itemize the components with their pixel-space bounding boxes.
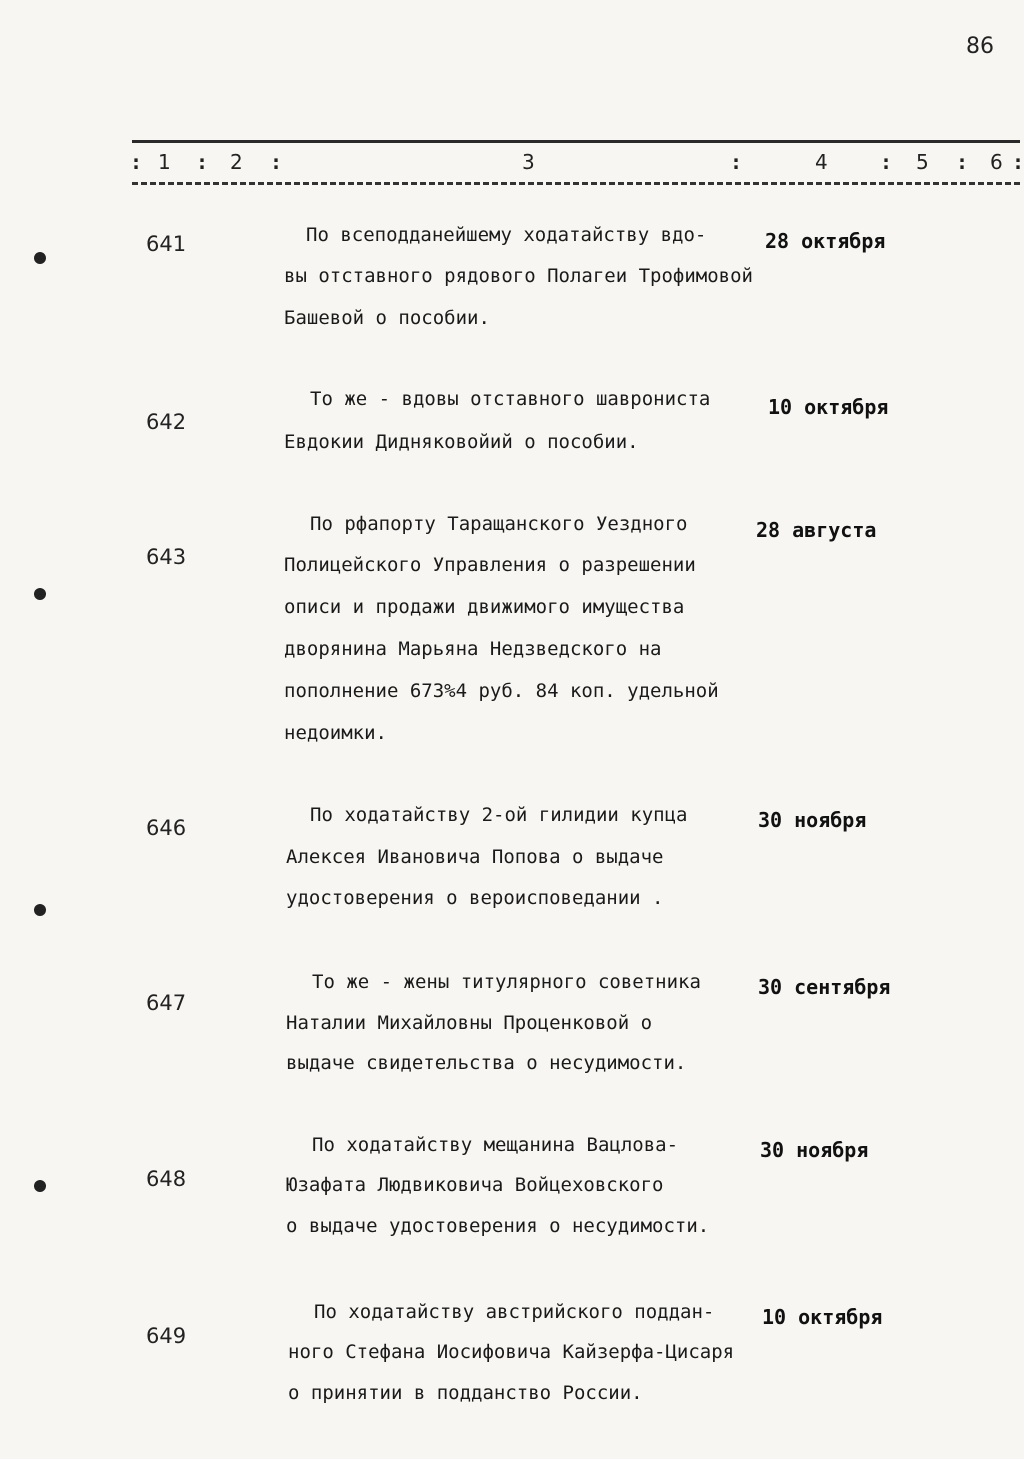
record-number: 643 <box>146 545 187 569</box>
record-text-line: Алексея Ивановича Попова о выдаче <box>286 846 664 868</box>
table-header-top-rule <box>132 140 1020 143</box>
record-text-line: ного Стефана Иосифовича Кайзерфа-Цисаря <box>288 1341 735 1363</box>
binding-mark <box>34 588 46 600</box>
record-text-line: Юзафата Людвиковича Войцеховского <box>286 1174 664 1196</box>
column-header-6: 6 <box>990 150 1003 174</box>
record-text-line: Евдокии Дидняковойий о пособии. <box>284 431 639 453</box>
record-date: 30 ноября <box>758 808 867 832</box>
record-text-line: То же - вдовы отставного шавронистa <box>310 388 711 410</box>
record-text-line: По ходатайству австрийского поддан- <box>314 1301 715 1323</box>
record-date: 30 сентября <box>758 975 891 999</box>
column-separator: : <box>270 150 283 174</box>
record-text-line: вы отставного рядового Полагеи Трофимовой <box>284 265 753 287</box>
column-separator: : <box>730 150 743 174</box>
column-separator: : <box>1012 150 1024 174</box>
record-text-line: По всеподданейшему ходатайству вдо- <box>306 224 707 246</box>
record-date: 28 августа <box>756 518 877 542</box>
record-text-line: Башевой о пособии. <box>284 307 490 329</box>
binding-mark <box>34 252 46 264</box>
record-number: 642 <box>146 410 187 434</box>
record-text-line: По ходатайству мещанина Вацлова- <box>312 1134 679 1156</box>
page-number: 86 <box>966 34 994 59</box>
record-number: 647 <box>146 991 187 1015</box>
column-header-4: 4 <box>815 150 828 174</box>
record-text-line: дворянина Марьяна Недзведского на <box>284 638 662 660</box>
record-text-line: недоимки. <box>284 722 387 744</box>
table-header-bottom-rule <box>132 182 1020 185</box>
record-text-line: о принятии в подданство России. <box>288 1382 643 1404</box>
record-text-line: пополнение 673%4 руб. 84 коп. удельной <box>284 680 719 702</box>
column-separator: : <box>956 150 969 174</box>
binding-mark <box>34 1180 46 1192</box>
record-date: 30 ноября <box>760 1138 869 1162</box>
record-number: 646 <box>146 816 187 840</box>
column-header-3: 3 <box>522 150 535 174</box>
column-separator: : <box>130 150 143 174</box>
record-text-line: выдаче свидетельства о несудимости. <box>286 1052 687 1074</box>
column-header-1: 1 <box>158 150 171 174</box>
record-text-line: удостоверения о вероисповедании . <box>286 887 664 909</box>
record-date: 28 октября <box>765 229 886 253</box>
record-text-line: То же - жены титулярного советника <box>312 971 701 993</box>
record-text-line: Полицейского Управления о разрешении <box>284 554 696 576</box>
record-text-line: По ходатайству 2-ой гилидии купца <box>310 804 688 826</box>
record-text-line: Наталии Михайловны Проценковой о <box>286 1012 653 1034</box>
binding-mark <box>34 904 46 916</box>
record-date: 10 октября <box>762 1305 883 1329</box>
record-date: 10 октября <box>768 395 889 419</box>
column-separator: : <box>196 150 209 174</box>
record-text-line: По рфапорту Таращанского Уездного <box>310 513 688 535</box>
record-text-line: описи и продажи движимого имущества <box>284 596 685 618</box>
column-header-5: 5 <box>916 150 929 174</box>
record-number: 641 <box>146 232 187 256</box>
record-number: 648 <box>146 1167 187 1191</box>
record-text-line: о выдаче удостоверения о несудимости. <box>286 1215 710 1237</box>
column-separator: : <box>880 150 893 174</box>
record-number: 649 <box>146 1324 187 1348</box>
column-header-2: 2 <box>230 150 243 174</box>
